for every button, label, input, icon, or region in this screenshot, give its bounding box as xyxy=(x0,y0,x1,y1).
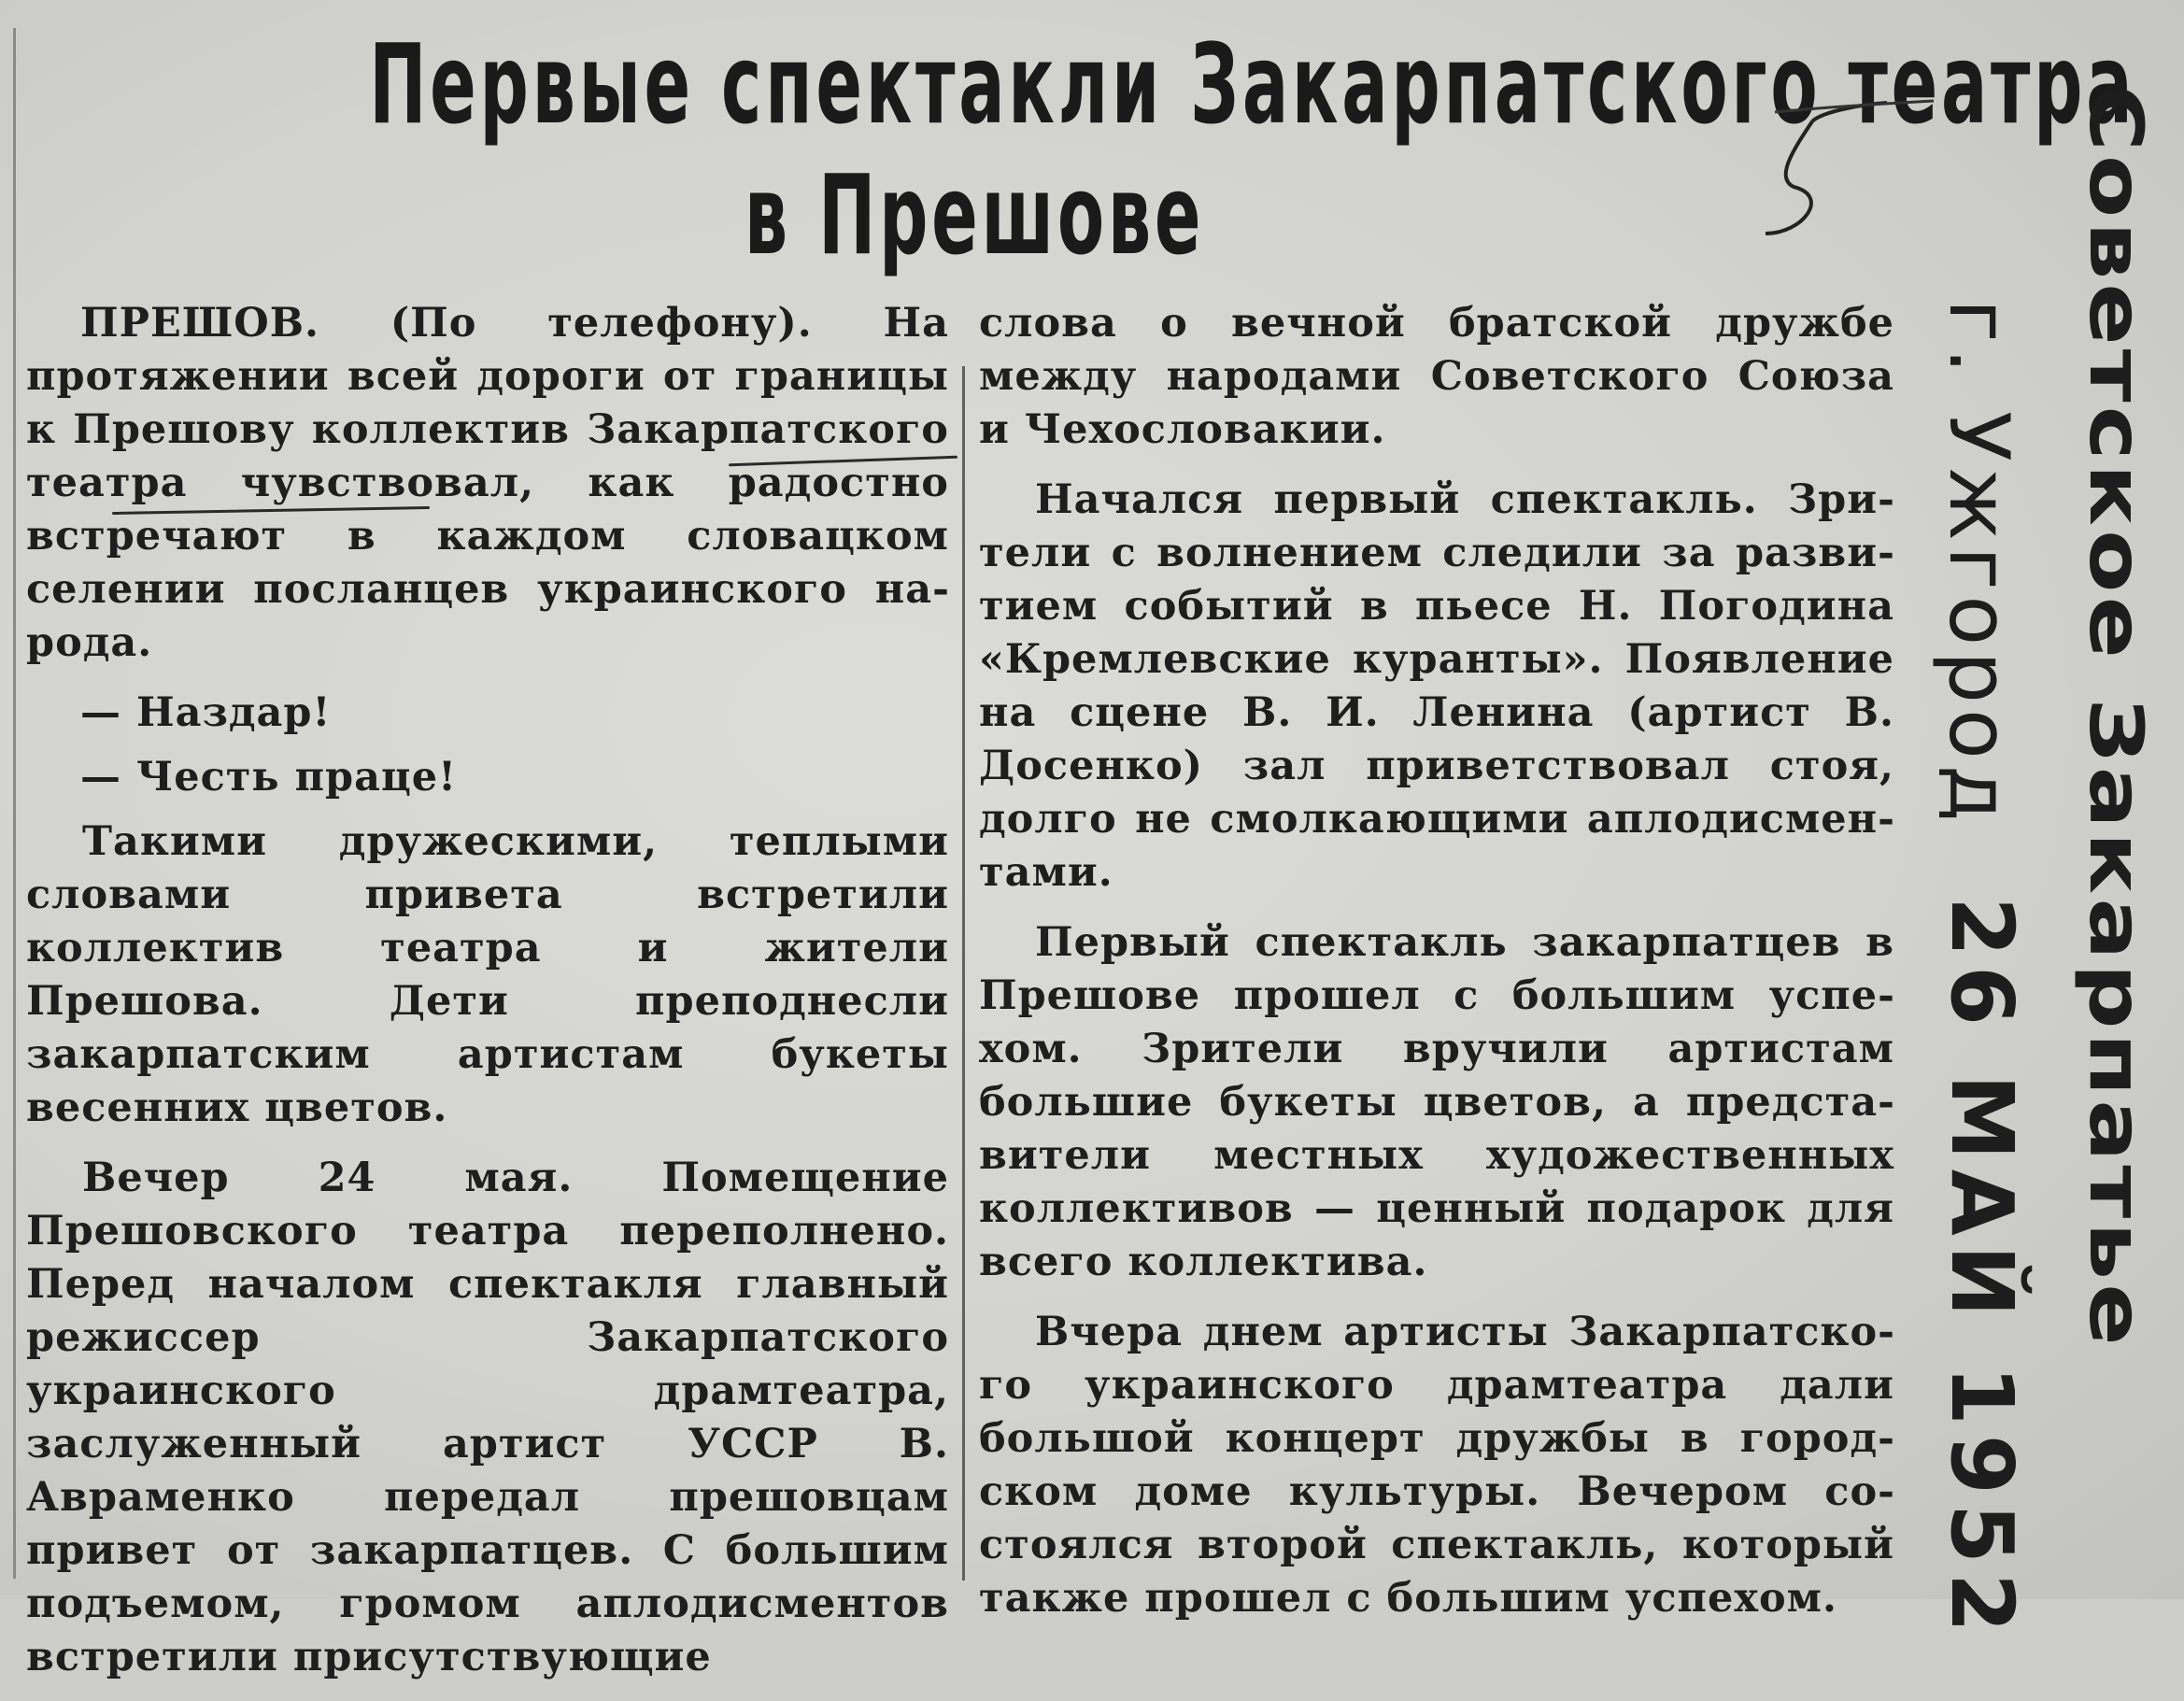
article-dialogue-line: — Честь праце! xyxy=(80,754,457,801)
article-paragraph: Первый спектакль закарпатцев в Прешове прошел с большим успехом. Зрители вручили артистам большие букеты цветов, а представители местных художественных коллективов — ценный подарок для всего коллектива. xyxy=(979,919,1894,1285)
article-paragraph: ПРЕШОВ. (По телефону). На протяжении всей дороги от границы к Прешову коллектив Закарпатского театра чувствовал, как радостно встречают в каждом словацком селении посланцев украинского народа. xyxy=(26,300,949,666)
article-paragraph: Вечер 24 мая. Помещение Прешовского театра переполнено. Перед началом спектакля главный режиссер Закарпатского украинского драмтеатра, заслуженный артист УССР В. Авраменко передал прешовцам привет от закарпатцев. С большим подъемом, громом аплодисментов встретили присутствующие xyxy=(26,1155,949,1680)
article-column-right xyxy=(979,297,1894,1642)
article-paragraph: Начался первый спектакль. Зрители с волнением следили за развитием событий в пьесе Н. Погодина «Кремлевские куранты». Появление на сцене В. И. Ленина (артист В. Досенко) зал приветствовал стоя, долго не смолкающими аплодисментами. xyxy=(979,476,1894,896)
article-paragraph: Вчера днем артисты Закарпатского украинского драмтеатра дали большой концерт дружбы в городском доме культуры. Вечером состоялся второй спектакль, который также прошел с большим успехом. xyxy=(979,1309,1894,1622)
stamp-city: г. Ужгород xyxy=(1931,299,2027,828)
article-headline xyxy=(369,19,2136,280)
column-divider xyxy=(962,366,965,1581)
clipping-edge xyxy=(13,28,16,1579)
article-dialogue-line: — Наздар! xyxy=(80,689,332,736)
headline-line-1: Первые спектакли Закарпатского театра xyxy=(369,20,2136,149)
stamp-date: 26 МАЙ 1952 xyxy=(1932,897,2032,1642)
article-paragraph: слова о вечной братской дружбе между народами Советского Союза и Чехословакии. xyxy=(979,300,1894,453)
article-paragraph: Такими дружескими, теплыми словами привета встретили коллектив театра и жители Прешова. Дети преподнесли закарпатским артистам букеты весенних цветов. xyxy=(26,818,949,1131)
newspaper-date-stamp xyxy=(1887,56,2167,1642)
article-column-left xyxy=(26,297,949,1701)
stamp-newspaper-name: Советское Закарпатье xyxy=(2072,84,2158,1350)
headline-line-2: в Прешове xyxy=(744,150,1205,279)
